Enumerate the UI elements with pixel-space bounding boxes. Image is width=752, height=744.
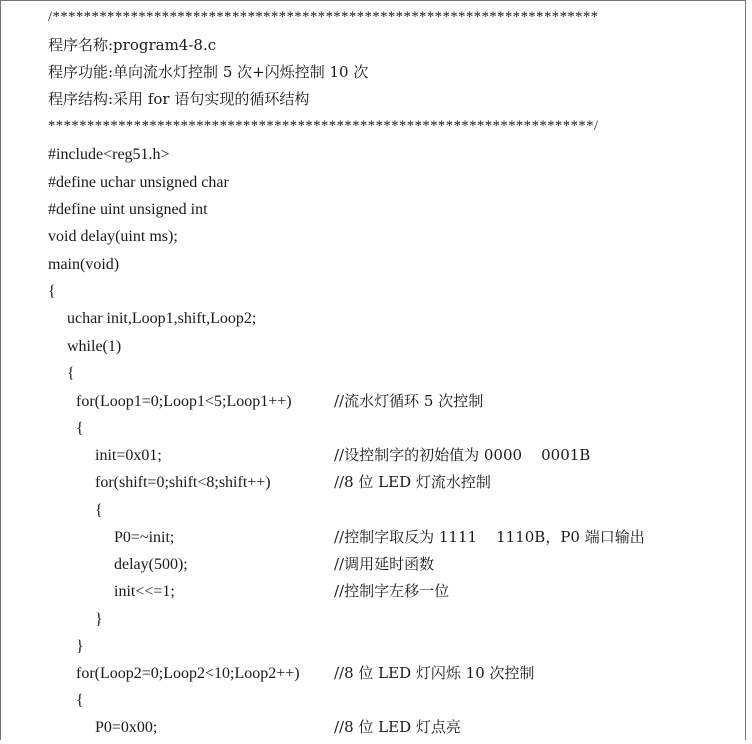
p0-on-comment: //8 位 LED 灯点亮 bbox=[334, 718, 461, 736]
program-function-line: 程序功能:单向流水灯控制 5 次+闪烁控制 10 次 bbox=[48, 63, 369, 81]
header-top-border: /********************************************************************** bbox=[48, 9, 599, 25]
p0-on-assignment: P0=0x00; bbox=[95, 719, 158, 736]
loop1-open-brace: { bbox=[76, 420, 84, 437]
main-signature: main(void) bbox=[48, 256, 120, 273]
define-uchar-directive: #define uchar unsigned char bbox=[48, 174, 229, 191]
for-loop1-statement: for(Loop1=0;Loop1<5;Loop1++) bbox=[76, 393, 292, 410]
p0-invert-comment: //控制字取反为 1111 1110B，P0 端口输出 bbox=[334, 528, 645, 546]
loop2-comment: //8 位 LED 灯闪烁 10 次控制 bbox=[334, 664, 535, 682]
delay-call: delay(500); bbox=[114, 556, 188, 573]
init-comment: //设控制字的初始值为 0000 0001B bbox=[334, 446, 591, 464]
init-assignment: init=0x01; bbox=[95, 447, 162, 464]
shift-comment: //8 位 LED 灯流水控制 bbox=[334, 473, 491, 491]
loop1-comment: //流水灯循环 5 次控制 bbox=[334, 392, 484, 410]
while-open-brace: { bbox=[67, 365, 75, 382]
main-open-brace: { bbox=[48, 283, 56, 300]
program-name-line: 程序名称:program4-8.c bbox=[48, 36, 217, 54]
loop2-open-brace: { bbox=[76, 692, 84, 709]
for-shift-statement: for(shift=0;shift<8;shift++) bbox=[95, 474, 271, 491]
delay-prototype: void delay(uint ms); bbox=[48, 228, 178, 245]
program-structure-line: 程序结构:采用 for 语句实现的循环结构 bbox=[48, 90, 310, 108]
for-loop2-statement: for(Loop2=0;Loop2<10;Loop2++) bbox=[76, 665, 300, 682]
p0-invert-assignment: P0=~init; bbox=[114, 529, 175, 546]
while-statement: while(1) bbox=[67, 338, 122, 355]
header-bottom-border: **********************************************************************/ bbox=[48, 118, 599, 134]
define-uint-directive: #define uint unsigned int bbox=[48, 201, 208, 218]
loop1-close-brace: } bbox=[76, 638, 84, 655]
include-directive: #include<reg51.h> bbox=[48, 146, 170, 163]
shift-close-brace: } bbox=[95, 611, 103, 628]
delay-comment: //调用延时函数 bbox=[334, 555, 435, 573]
shift-left-comment: //控制字左移一位 bbox=[334, 582, 450, 600]
shift-open-brace: { bbox=[95, 502, 103, 519]
shift-left-statement: init<<=1; bbox=[114, 583, 175, 600]
variable-declaration: uchar init,Loop1,shift,Loop2; bbox=[67, 310, 257, 327]
